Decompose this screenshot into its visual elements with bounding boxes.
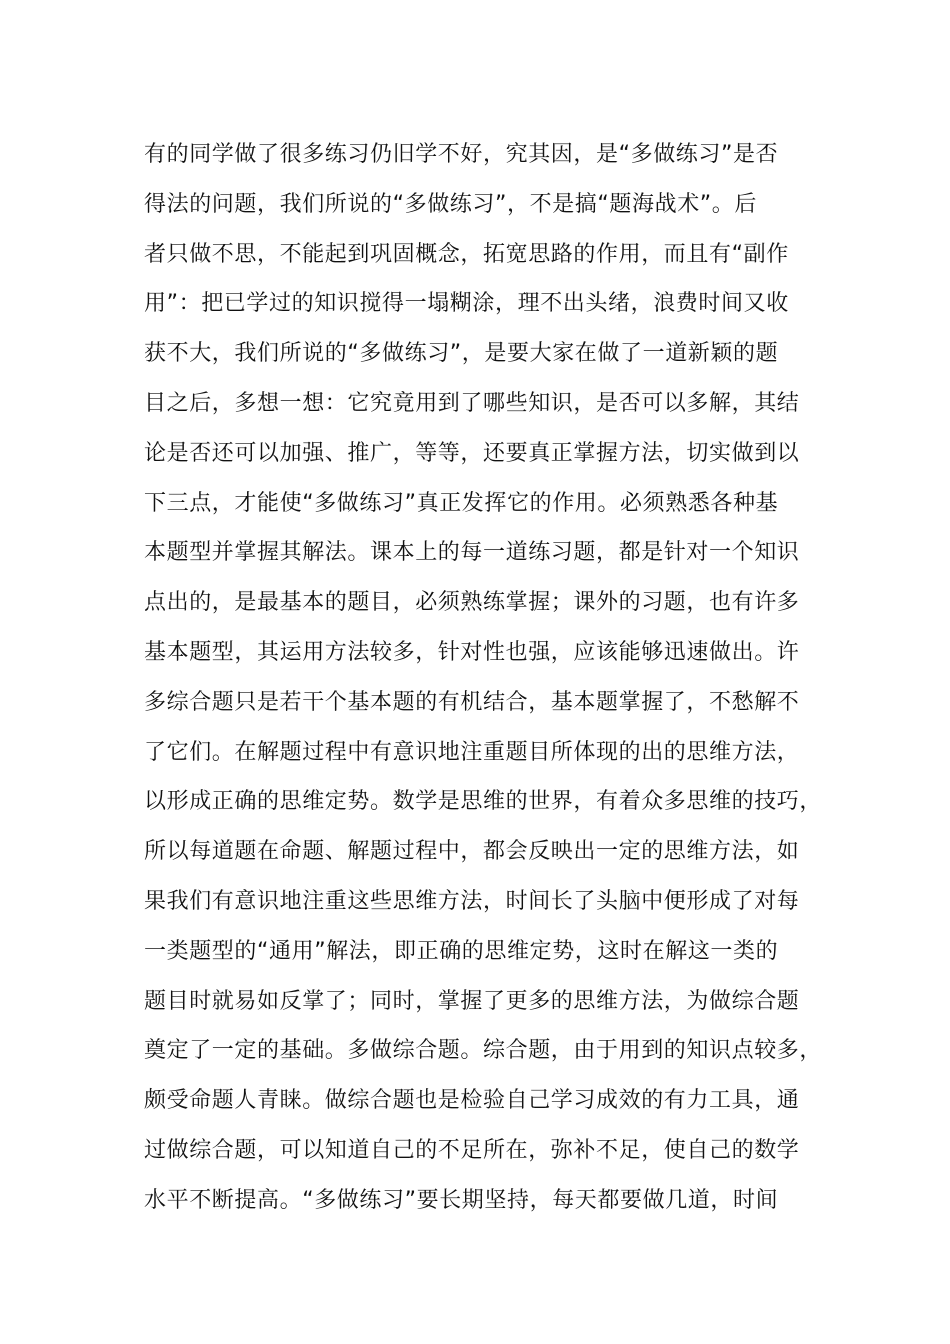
text-line: 有的同学做了很多练习仍旧学不好，究其因，是“多做练习”是否	[144, 142, 779, 167]
text-line: 了它们。在解题过程中有意识地注重题目所体现的出的思维方法，	[144, 739, 800, 765]
text-line: 颇受命题人青睐。做综合题也是检验自己学习成效的有力工具，通	[144, 1088, 800, 1114]
text-line: 基本题型，其运用方法较多，针对性也强，应该能够迅速做出。许	[144, 639, 800, 665]
body-text	[144, 130, 823, 1226]
text-line: 水平不断提高。“多做练习”要长期坚持，每天都要做几道，时间	[144, 1187, 779, 1213]
text-line: 论是否还可以加强、推广，等等，还要真正掌握方法，切实做到以	[144, 440, 800, 466]
text-line: 获不大，我们所说的“多做练习”，是要大家在做了一道新颖的题	[144, 341, 779, 367]
text-line: 得法的问题，我们所说的“多做练习”，不是搞“题海战术”。后	[144, 191, 757, 217]
text-line: 多综合题只是若干个基本题的有机结合，基本题掌握了，不愁解不	[144, 689, 800, 715]
text-line: 题目时就易如反掌了；同时，掌握了更多的思维方法，为做综合题	[144, 988, 800, 1014]
text-line: 用”：把已学过的知识搅得一塌糊涂，理不出头绪，浪费时间又收	[144, 291, 789, 317]
text-line: 本题型并掌握其解法。课本上的每一道练习题，都是针对一个知识	[144, 540, 800, 566]
text-line: 以形成正确的思维定势。数学是思维的世界，有着众多思维的技巧，	[144, 789, 823, 815]
text-line: 者只做不思，不能起到巩固概念，拓宽思路的作用，而且有“副作	[144, 241, 789, 267]
text-line: 所以每道题在命题、解题过程中，都会反映出一定的思维方法，如	[144, 839, 800, 865]
text-line: 点出的，是最基本的题目，必须熟练掌握；课外的习题，也有许多	[144, 590, 800, 616]
text-line: 下三点，才能使“多做练习”真正发挥它的作用。必须熟悉各种基	[144, 490, 779, 516]
text-line: 奠定了一定的基础。多做综合题。综合题，由于用到的知识点较多，	[144, 1038, 823, 1064]
text-line: 果我们有意识地注重这些思维方法，时间长了头脑中便形成了对每	[144, 888, 800, 914]
text-line: 目之后，多想一想：它究竟用到了哪些知识，是否可以多解，其结	[144, 390, 800, 416]
text-line: 一类题型的“通用”解法，即正确的思维定势，这时在解这一类的	[144, 938, 779, 964]
text-line: 过做综合题，可以知道自己的不足所在，弥补不足，使自己的数学	[144, 1137, 800, 1163]
